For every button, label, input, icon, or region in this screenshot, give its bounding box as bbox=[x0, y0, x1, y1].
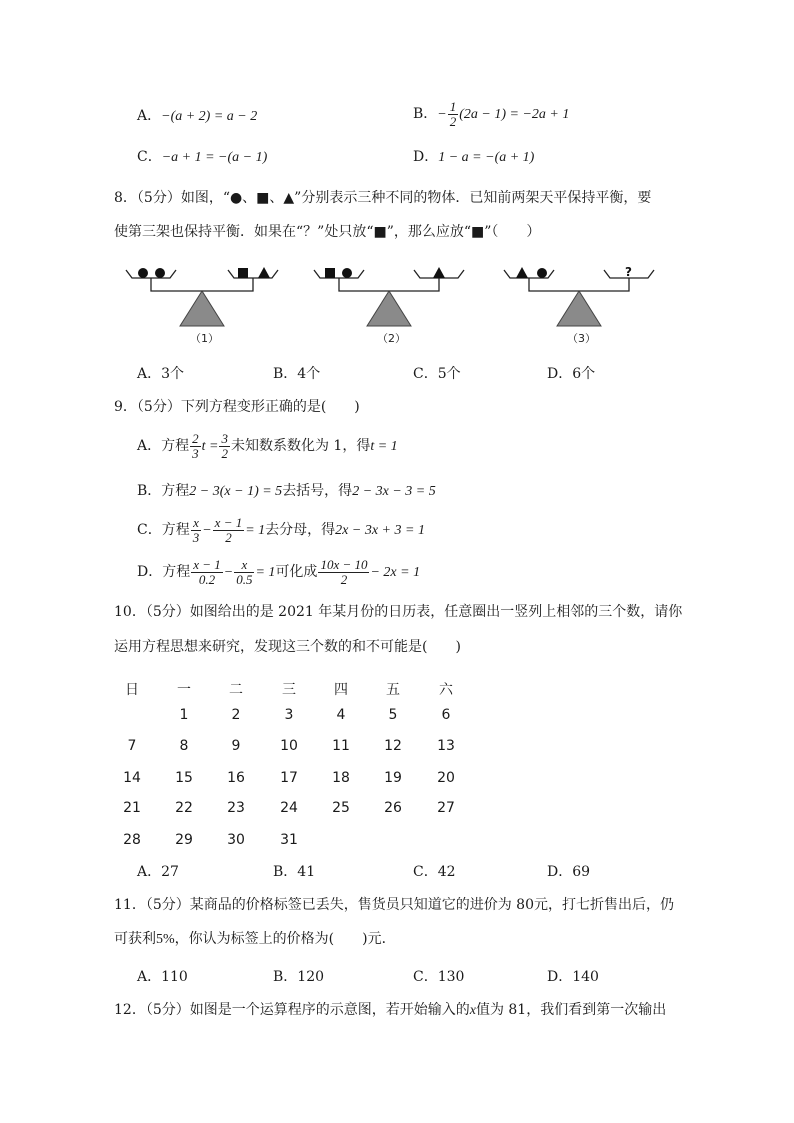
q10-stem-line2: 运用方程思想来研究，发现这三个数的和不可能是( ) bbox=[114, 639, 461, 655]
numerator: 2 bbox=[192, 431, 199, 446]
denominator: 0.2 bbox=[198, 571, 216, 587]
q7-option-a bbox=[137, 106, 257, 127]
balance-scale-3 bbox=[504, 265, 654, 326]
q11-stem-line2 bbox=[114, 929, 396, 950]
numerator: x − 1 bbox=[193, 557, 221, 572]
circle-icon bbox=[342, 268, 352, 278]
numerator: 3 bbox=[221, 431, 228, 446]
q9-stem: 9．（5分）下列方程变形正确的是( ) bbox=[114, 399, 360, 415]
option-math: −a + 1 = −(a − 1) bbox=[161, 150, 268, 165]
calendar-header: 二 bbox=[229, 682, 243, 698]
option-math: − 2x = 1 bbox=[370, 565, 421, 581]
calendar-cell: 24 bbox=[280, 800, 298, 816]
q8-option-b: B．4个 bbox=[273, 366, 321, 382]
calendar-cell: 19 bbox=[384, 770, 402, 786]
fraction bbox=[448, 100, 459, 128]
numerator: x bbox=[191, 516, 202, 531]
option-math: = 1 bbox=[255, 565, 276, 581]
calendar-cell: 7 bbox=[127, 738, 137, 754]
option-letter: B． bbox=[413, 106, 438, 123]
q9-option-b bbox=[137, 481, 436, 502]
q11-option-b: B．120 bbox=[273, 969, 325, 985]
option-text: 可化成 bbox=[275, 564, 318, 581]
variable-x: x bbox=[469, 1003, 476, 1018]
stem-text: ，你认为标签上的价格为( )元． bbox=[174, 931, 396, 947]
calendar-header: 四 bbox=[334, 682, 348, 698]
calendar-cell: 28 bbox=[123, 832, 141, 848]
calendar-cell: 25 bbox=[332, 800, 350, 816]
calendar-header: 日 bbox=[125, 682, 139, 698]
option-math: t = 1 bbox=[370, 439, 398, 455]
calendar-cell: 2 bbox=[231, 707, 241, 723]
calendar-cell: 16 bbox=[227, 770, 245, 786]
fraction bbox=[234, 558, 254, 586]
q8-stem-line1: 8．（5分）如图，“●、■、▲”分别表示三种不同的物体．已知前两架天平保持平衡，要 bbox=[114, 190, 652, 206]
option-text: 未知数系数化为 1，得 bbox=[230, 438, 371, 455]
calendar-cell: 9 bbox=[231, 738, 241, 754]
option-text: 去分母，得 bbox=[265, 522, 336, 539]
option-letter: D．方程 bbox=[137, 564, 191, 581]
calendar-cell: 23 bbox=[227, 800, 245, 816]
calendar-cell: 27 bbox=[437, 800, 455, 816]
denominator: 0.5 bbox=[236, 571, 253, 587]
numerator: x bbox=[234, 558, 254, 573]
option-math: 1 − a = −(a + 1) bbox=[438, 150, 535, 165]
option-math: t = bbox=[201, 439, 219, 455]
circle-icon bbox=[138, 268, 148, 278]
q10-option-c: C．42 bbox=[413, 864, 456, 880]
denominator: 3 bbox=[192, 529, 200, 545]
calendar-cell: 22 bbox=[175, 800, 193, 816]
option-math: 2 − 3(x − 1) = 5 bbox=[189, 484, 283, 499]
triangle-icon bbox=[516, 267, 528, 278]
figure-label-2: （2） bbox=[377, 332, 406, 345]
square-icon bbox=[325, 268, 335, 278]
calendar-cell: 1 bbox=[179, 707, 189, 723]
q11-option-c: C．130 bbox=[413, 969, 465, 985]
q11-option-a: A．110 bbox=[137, 969, 188, 985]
calendar-cell: 10 bbox=[280, 738, 298, 754]
calendar-cell: 12 bbox=[384, 738, 402, 754]
percent-value: 5% bbox=[156, 932, 175, 947]
fraction bbox=[318, 558, 369, 586]
calendar-cell: 31 bbox=[280, 832, 298, 848]
circle-icon bbox=[155, 268, 165, 278]
calendar-cell: 26 bbox=[384, 800, 402, 816]
minus-sign: − bbox=[202, 523, 212, 539]
option-math: 2x − 3x + 3 = 1 bbox=[335, 523, 425, 539]
option-letter: C．方程 bbox=[137, 522, 190, 539]
fraction bbox=[213, 516, 245, 544]
q8-stem-line2: 使第三架也保持平衡．如果在“？”处只放“■”，那么应放“■”（ ） bbox=[114, 224, 541, 240]
calendar-cell: 18 bbox=[332, 770, 350, 786]
triangle-icon bbox=[433, 267, 445, 278]
q8-option-c: C．5个 bbox=[413, 366, 461, 382]
fraction bbox=[219, 432, 230, 460]
calendar-cell: 21 bbox=[123, 800, 141, 816]
calendar-cell: 30 bbox=[227, 832, 245, 848]
option-math: 2 − 3x − 3 = 5 bbox=[352, 484, 436, 499]
calendar-header: 五 bbox=[386, 682, 400, 698]
stem-text: 12．（5分）如图是一个运算程序的示意图，若开始输入的 bbox=[114, 1002, 470, 1018]
numerator: x − 1 bbox=[214, 515, 243, 530]
minus-sign: − bbox=[437, 107, 447, 123]
q11-stem-line1: 11．（5分）某商品的价格标签已丢失，售货员只知道它的进价为 80元，打七折售出后，仍 bbox=[114, 897, 674, 913]
figure-label-1: （1） bbox=[190, 332, 219, 345]
option-letter: C． bbox=[137, 149, 162, 165]
stem-text: 可获利 bbox=[114, 931, 156, 947]
calendar-cell: 8 bbox=[179, 738, 189, 754]
calendar-header: 六 bbox=[439, 682, 453, 698]
q12-stem-line1 bbox=[114, 1000, 666, 1021]
option-letter: B．方程 bbox=[137, 483, 190, 499]
calendar-cell: 17 bbox=[280, 770, 298, 786]
calendar-cell: 13 bbox=[437, 738, 455, 754]
option-letter: A． bbox=[137, 108, 162, 124]
balance-scales-figure bbox=[118, 258, 678, 350]
denominator: 2 bbox=[221, 445, 228, 461]
minus-sign: − bbox=[223, 565, 234, 581]
q9-option-d bbox=[137, 558, 420, 586]
q10-option-b: B．41 bbox=[273, 864, 316, 880]
numerator: 1 bbox=[449, 99, 457, 114]
option-math: (2a − 1) = −2a + 1 bbox=[459, 107, 570, 123]
option-math: −(a + 2) = a − 2 bbox=[161, 109, 258, 124]
figure-label-3: （3） bbox=[567, 332, 596, 345]
q7-option-c bbox=[137, 147, 267, 168]
circle-icon bbox=[537, 268, 547, 278]
square-icon bbox=[238, 268, 248, 278]
calendar-cell: 14 bbox=[123, 770, 141, 786]
option-letter: D． bbox=[413, 149, 439, 165]
calendar-cell: 3 bbox=[284, 707, 294, 723]
balance-scale-1 bbox=[126, 267, 278, 326]
calendar-cell: 5 bbox=[388, 707, 398, 723]
q10-option-d: D．69 bbox=[547, 864, 591, 880]
option-math: = 1 bbox=[245, 523, 266, 539]
q11-option-d: D．140 bbox=[547, 969, 599, 985]
q7-option-d bbox=[413, 147, 534, 168]
q9-option-a bbox=[137, 432, 398, 460]
calendar-cell: 29 bbox=[175, 832, 193, 848]
triangle-icon bbox=[258, 267, 270, 278]
q8-option-d: D．6个 bbox=[547, 366, 596, 382]
q7-option-b bbox=[413, 100, 569, 128]
calendar-header: 三 bbox=[282, 682, 296, 698]
fraction bbox=[191, 516, 202, 544]
q10-option-a: A．27 bbox=[137, 864, 179, 880]
calendar-cell: 20 bbox=[437, 770, 455, 786]
denominator: 3 bbox=[192, 445, 199, 461]
fraction bbox=[190, 432, 201, 460]
calendar-cell: 6 bbox=[441, 707, 451, 723]
calendar-cell: 15 bbox=[175, 770, 193, 786]
q8-option-a: A．3个 bbox=[137, 366, 185, 382]
calendar-cell: 11 bbox=[332, 738, 350, 754]
calendar-header: 一 bbox=[177, 682, 191, 698]
numerator: 10x − 10 bbox=[320, 557, 368, 572]
fraction bbox=[191, 558, 223, 586]
balance-scale-2 bbox=[314, 267, 464, 326]
q10-stem-line1: 10．（5分）如图给出的是 2021 年某月份的日历表，任意圈出一竖列上相邻的三个数，请你 bbox=[114, 604, 683, 620]
option-text: 去括号，得 bbox=[282, 483, 353, 499]
q9-option-c bbox=[137, 516, 425, 544]
question-mark: ? bbox=[625, 265, 632, 279]
option-letter: A．方程 bbox=[137, 438, 190, 455]
denominator: 2 bbox=[225, 529, 232, 545]
denominator: 2 bbox=[340, 571, 348, 587]
denominator: 2 bbox=[449, 113, 457, 129]
calendar-cell: 4 bbox=[336, 707, 346, 723]
stem-text: 值为 81，我们看到第一次输出 bbox=[475, 1002, 667, 1018]
